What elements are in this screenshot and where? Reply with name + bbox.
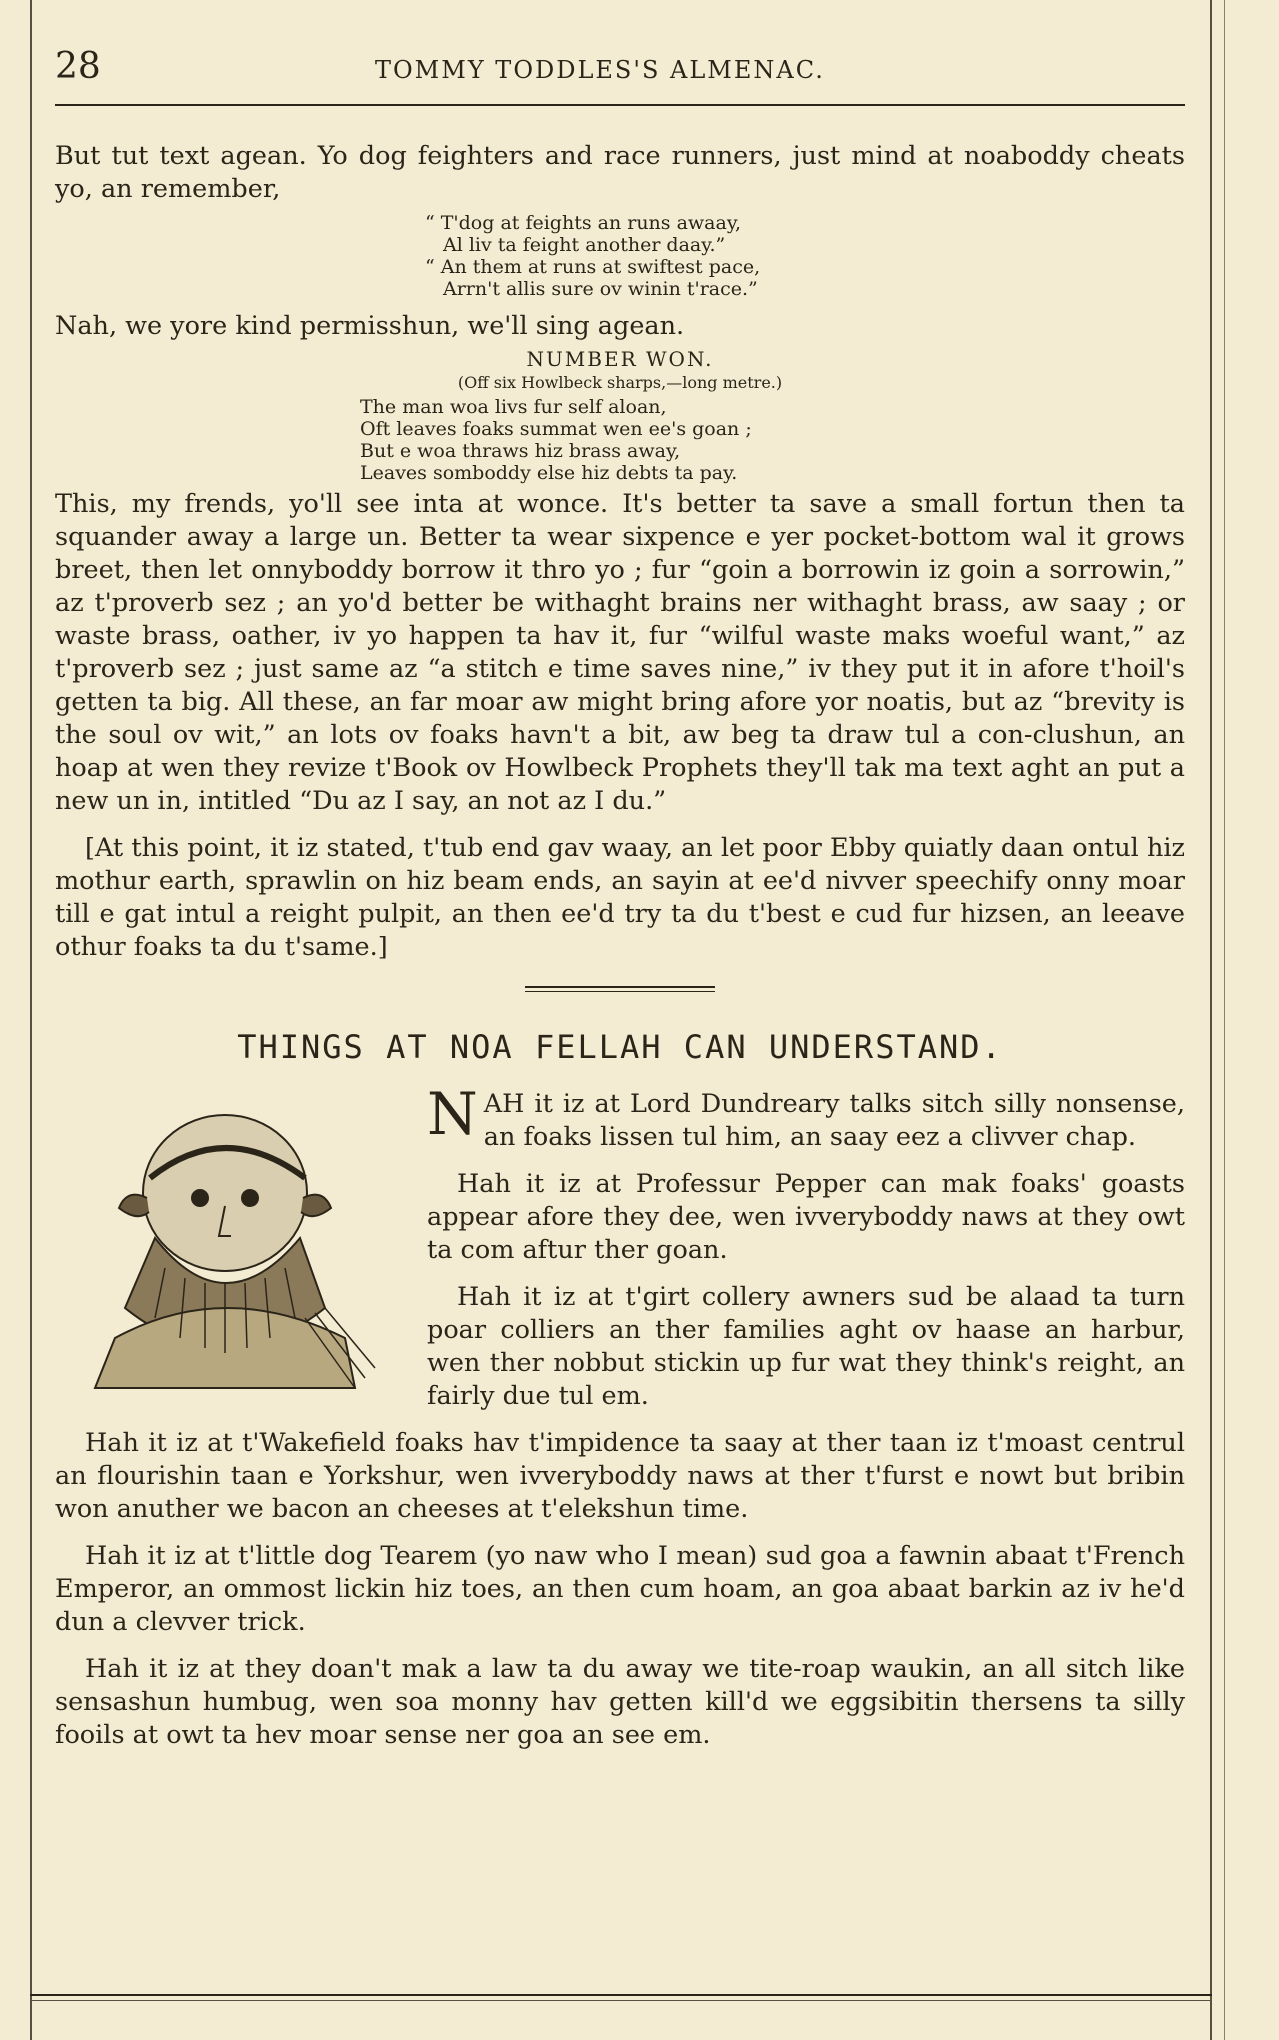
- song-line: But e woa thraws hiz brass away,: [360, 440, 681, 462]
- page-number: 28: [55, 46, 101, 87]
- section-paragraph: Hah it iz at Professur Pepper can mak foaks' goasts appear afore they dee, wen ivveryboddy naws at they owt ta com aftur ther goan.: [427, 1169, 1185, 1265]
- section-paragraph: Hah it iz at t'girt collery awners sud be alaad ta turn poar colliers an ther families aght ov haase an harbur, wen ther nobbut stickin up fur wat they think's reight, an fairly due tul em.: [427, 1282, 1185, 1411]
- song-title: NUMBER WON.: [526, 347, 714, 371]
- bearded-man-illustration: [55, 1088, 415, 1418]
- song-verse: [360, 396, 1185, 484]
- footer-rule: [30, 1994, 1212, 1996]
- drop-cap: N: [427, 1080, 478, 1148]
- page-border-left: [30, 0, 32, 2040]
- sermon-paragraph: This, my frends, yo'll see inta at wonce. It's better ta save a small fortun then ta squander away a large un. Better ta wear sixpence e yer pocket-bottom wal it grows breet, then let onnyboddy borrow it thro yo ; fur “goin a borrowin iz goin a sorrowin,” az t'proverb sez ; an yo'd better be withaght brains ner withaght brass, aw saay ; or waste brass, oather, iv yo happen ta hav it, fur “wilful waste maks woeful want,” az t'proverb sez ; just same az “a stitch e time saves nine,” iv they put it in afore t'hoil's getten ta big. All these, an far moar aw might bring afore yor noatis, but az “brevity is the soul ov wit,” an lots ov foaks havn't a bit, aw beg ta draw tul a con-clushun, an hoap at wen they revize t'Book ov Howlbeck Prophets they'll tak ma text aght an put a new un in, intitled “Du az I say, an not az I du.”: [55, 489, 1185, 816]
- song-line: The man woa livs fur self aloan,: [360, 396, 667, 418]
- page-content: [55, 140, 1185, 1752]
- woodcut-illustration: [55, 1088, 415, 1418]
- page-border-right-inner: [1224, 0, 1225, 2040]
- song-intro: Nah, we yore kind permisshun, we'll sing agean.: [55, 311, 685, 341]
- song-line: Leaves somboddy else hiz debts ta pay.: [360, 462, 738, 484]
- aside-paragraph: [At this point, it iz stated, t'tub end gav waay, an let poor Ebby quiatly daan ontul hiz mothur earth, sprawlin on hiz beam ends, an sayin at ee'd nivver speechify onny moar till e gat intul a reight pulpit, an then ee'd try ta du t'best e cud fur hizsen, an leeave othur foaks ta du t'same.]: [55, 833, 1185, 962]
- section-paragraph: Hah it iz at t'little dog Tearem (yo naw who I mean) sud goa a fawnin abaat t'French Emperor, an ommost lickin hiz toes, an then cum hoam, an goa abaat barkin az iv he'd dun a clevver trick.: [55, 1541, 1185, 1637]
- footer-rule-thin: [30, 2000, 1212, 2001]
- song-line: Oft leaves foaks summat wen ee's goan ;: [360, 418, 752, 440]
- intro-paragraph: But tut text agean. Yo dog feighters and race runners, just mind at noaboddy cheats yo, an remember,: [55, 141, 1185, 204]
- proverb-verse: [425, 212, 1185, 300]
- running-title: TOMMY TODDLES'S ALMENAC.: [375, 56, 825, 84]
- verse-line: “ An them at runs at swiftest pace,: [425, 256, 761, 278]
- section-paragraph: Hah it iz at they doan't mak a law ta du away we tite-roap waukin, an all sitch like sensashun humbug, wen soa monny hav getten kill'd we eggsibitin thersens ta silly fooils at owt ta hev moar sense ner goa an see em.: [55, 1654, 1185, 1750]
- header-rule: [55, 104, 1185, 106]
- page-header: [55, 46, 1185, 96]
- verse-line: “ T'dog at feights an runs awaay,: [425, 212, 742, 234]
- page-border-right: [1210, 0, 1212, 2040]
- song-subtitle: (Off six Howlbeck sharps,—long metre.): [457, 373, 783, 392]
- section-paragraph-text: AH it iz at Lord Dundreary talks sitch silly nonsense, an foaks lissen tul him, an saay eez a clivver chap.: [483, 1089, 1185, 1152]
- section-title: THINGS AT NOA FELLAH CAN UNDERSTAND.: [237, 1028, 1003, 1066]
- section-divider: [525, 986, 715, 992]
- section-paragraph: Hah it iz at t'Wakefield foaks hav t'impidence ta saay at ther taan iz t'moast centrul an flourishin taan e Yorkshur, wen ivveryboddy naws at ther t'furst e nowt but bribin won anuther we bacon an cheeses at t'elekshun time.: [55, 1428, 1185, 1524]
- verse-line: Al liv ta feight another daay.”: [443, 234, 726, 256]
- verse-line: Arrn't allis sure ov winin t'race.”: [443, 278, 758, 300]
